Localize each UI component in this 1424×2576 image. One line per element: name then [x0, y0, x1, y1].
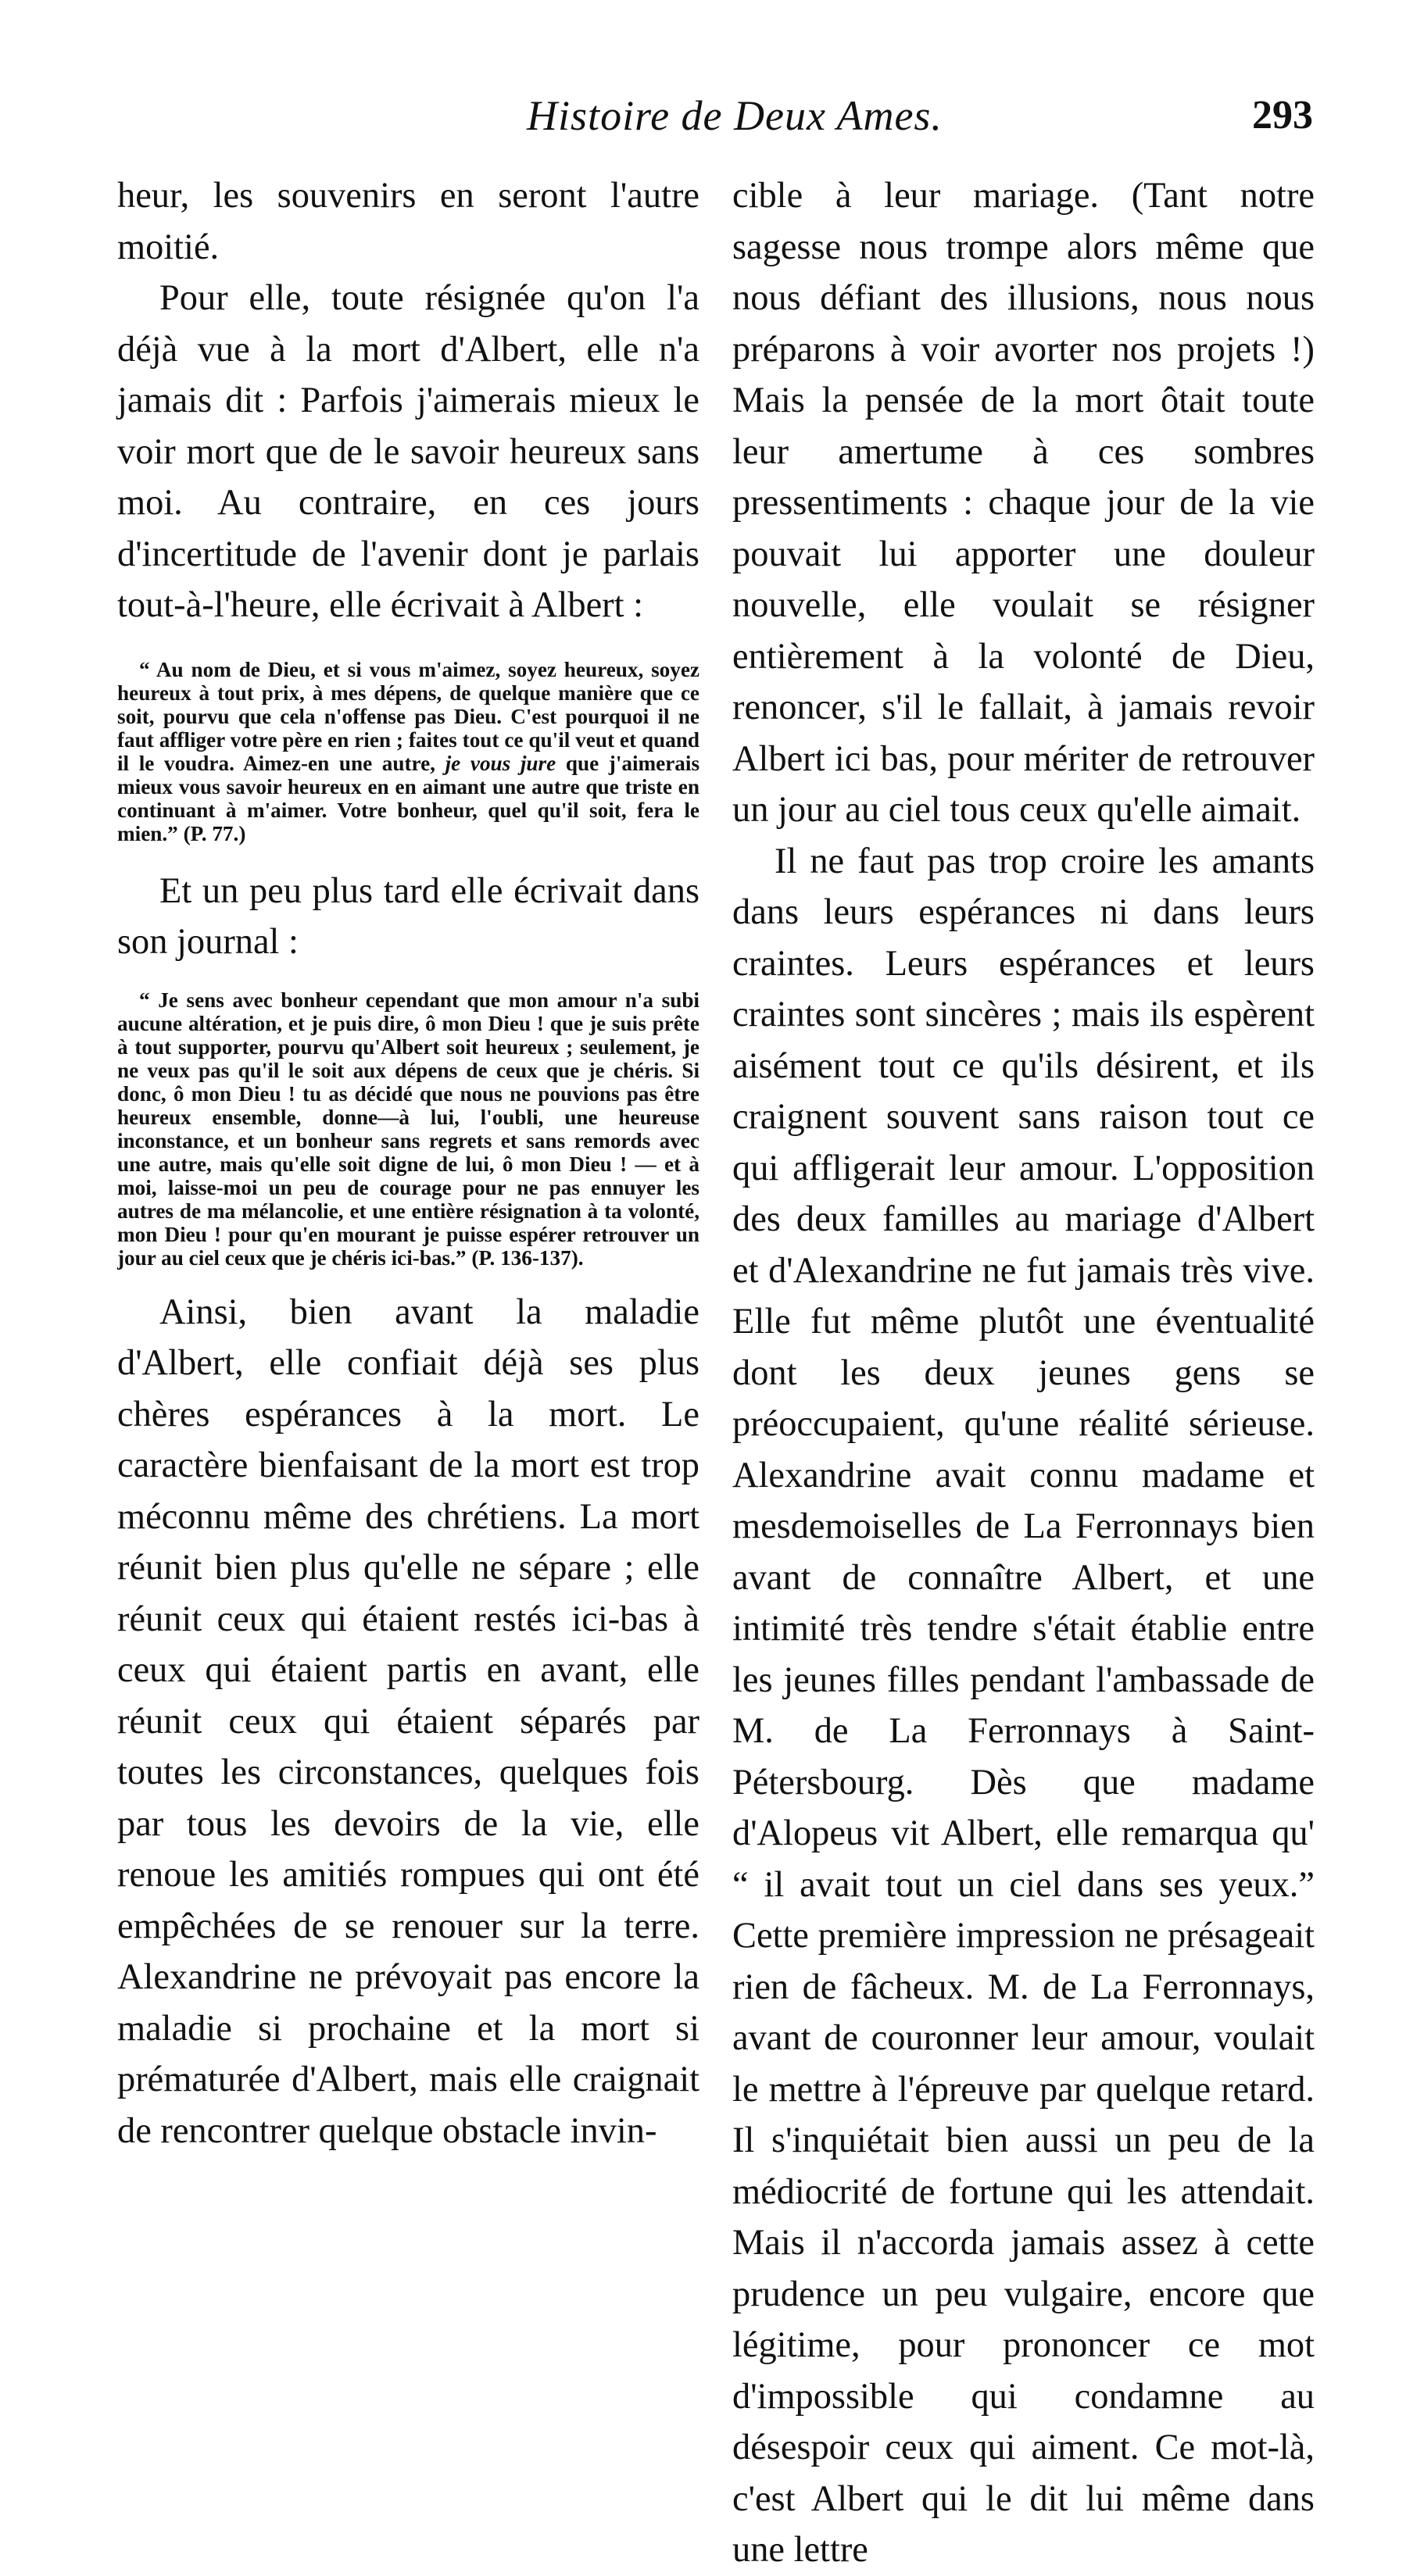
page-number: 293 — [1252, 93, 1313, 138]
quote-emphasis: je vous jure — [445, 751, 556, 775]
running-title: Histoire de Deux Ames. — [527, 92, 943, 139]
page-header — [117, 92, 1313, 147]
block-quote — [117, 658, 699, 845]
paragraph: Il ne faut pas trop croire les amants dans leurs espérances ni dans leurs craintes. Leurs espérances et leurs craintes sont sincères ; mais ils espèrent aisément tout ce qu'ils désirent, et ils craignent souvent sans raison tout ce qui affligerait leur amour. L'opposition des deux familles au mariage d'Albert et d'Alexandrine ne fut jamais très vive. Elle fut même plutôt une éventualité dont les deux jeunes gens se préoccupaient, qu'une réalité sérieuse. Alexandrine avait connu madame et mesdemoiselles de La Ferronnays bien avant de connaître Albert, et une intimité très tendre s'était établie entre les jeunes filles pendant l'ambassade de M. de La Ferronnays à Saint-Pétersbourg. Dès que madame d'Alopeus vit Albert, elle remarqua qu' “ il avait tout un ciel dans ses yeux.” Cette première impression ne présageait rien de fâcheux. M. de La Ferronnays, avant de couronner leur amour, voulait le mettre à l'épreuve par quelque retard. Il s'inquiétait bien aussi un peu de la médiocrité de fortune qui les attendait. Mais il n'accorda jamais assez à cette prudence un peu vulgaire, encore que légitime, pour prononcer ce mot d'impossible qui condamne au désespoir ceux qui aiment. Ce mot-là, c'est Albert qui le dit lui même dans une lettre — [732, 841, 1315, 2570]
paragraph: Et un peu plus tard elle écrivait dans son journal : — [117, 870, 699, 962]
block-quote: “ Je sens avec bonheur cependant que mon amour n'a subi aucune altération, et je puis dire, ô mon Dieu ! que je suis prête à tout supporter, pourvu qu'Albert soit heureux ; seulement, je ne veux pas qu'il le soit aux dépens de ceux que je chéris. Si donc, ô mon Dieu ! tu as décidé que nous ne pouvions pas être heureux ensemble, donne—à lui, l'oubli, une heureuse inconstance, et un bonheur sans regrets et sans remords avec une autre, mais qu'elle soit digne de lui, ô mon Dieu ! — et à moi, laisse-moi un peu de courage pour ne pas ennuyer les autres de ma mélancolie, et une entière résignation à ta volonté, mon Dieu ! pour qu'en mourant je puisse espérer retrouver un jour au ciel ceux que je chéris ici-bas.” (P. 136-137). — [117, 988, 699, 1270]
right-column — [732, 170, 1315, 2576]
paragraph: cible à leur mariage. (Tant notre sagesse nous trompe alors même que nous défiant des illusions, nous nous préparons à voir avorter nos projets !) Mais la pensée de la mort ôtait toute leur amertume à ces sombres pressentiments : chaque jour de la vie pouvait lui apporter une douleur nouvelle, elle voulait se résigner entièrement à la volonté de Dieu, renoncer, s'il le fallait, à jamais revoir Albert ici bas, pour mériter de retrouver un jour au ciel tous ceux qu'elle aimait. — [732, 176, 1315, 830]
paragraph: Ainsi, bien avant la maladie d'Albert, elle confiait déjà ses plus chères espérances à la mort. Le caractère bienfaisant de la mort est trop méconnu même des chrétiens. La mort réunit bien plus qu'elle ne sépare ; elle réunit ceux qui étaient restés ici-bas à ceux qui étaient partis en avant, elle réunit ceux qui étaient séparés par toutes les circonstances, quelques fois par tous les devoirs de la vie, elle renoue les amitiés rompues qui ont été empêchées de se renouer sur la terre. Alexandrine ne prévoyait pas encore la maladie si prochaine et la mort si prématurée d'Albert, mais elle craignait de rencontrer quelque obstacle invin- — [117, 1292, 699, 2151]
quote-text: “ Au nom de Dieu, et si vous m'aimez, soyez heureux, soyez heureux à tout prix, à mes dépens, de quelque manière que ce soit, pourvu que cela n'offense pas Dieu. C'est pourquoi il ne faut affliger votre père en rien ; faites tout ce qu'il veut et quand il le voudra. Aimez-en une autre, — [117, 657, 699, 775]
paragraph: heur, les souvenirs en seront l'autre moitié. — [117, 176, 699, 267]
quote-text: que j'aimerais mieux vous savoir heureux en en aimant une autre que triste en continuant à m'aimer. Votre bonheur, quel qu'il soit, fera le mien.” (P. 77.) — [117, 751, 700, 845]
paragraph: Pour elle, toute résignée qu'on l'a déjà vue à la mort d'Albert, elle n'a jamais dit : Parfois j'aimerais mieux le voir mort que de le savoir heureux sans moi. Au contraire, en ces jours d'incertitude de l'avenir dont je parlais tout-à-l'heure, elle écrivait à Albert : — [117, 278, 699, 625]
left-column — [117, 170, 699, 2156]
